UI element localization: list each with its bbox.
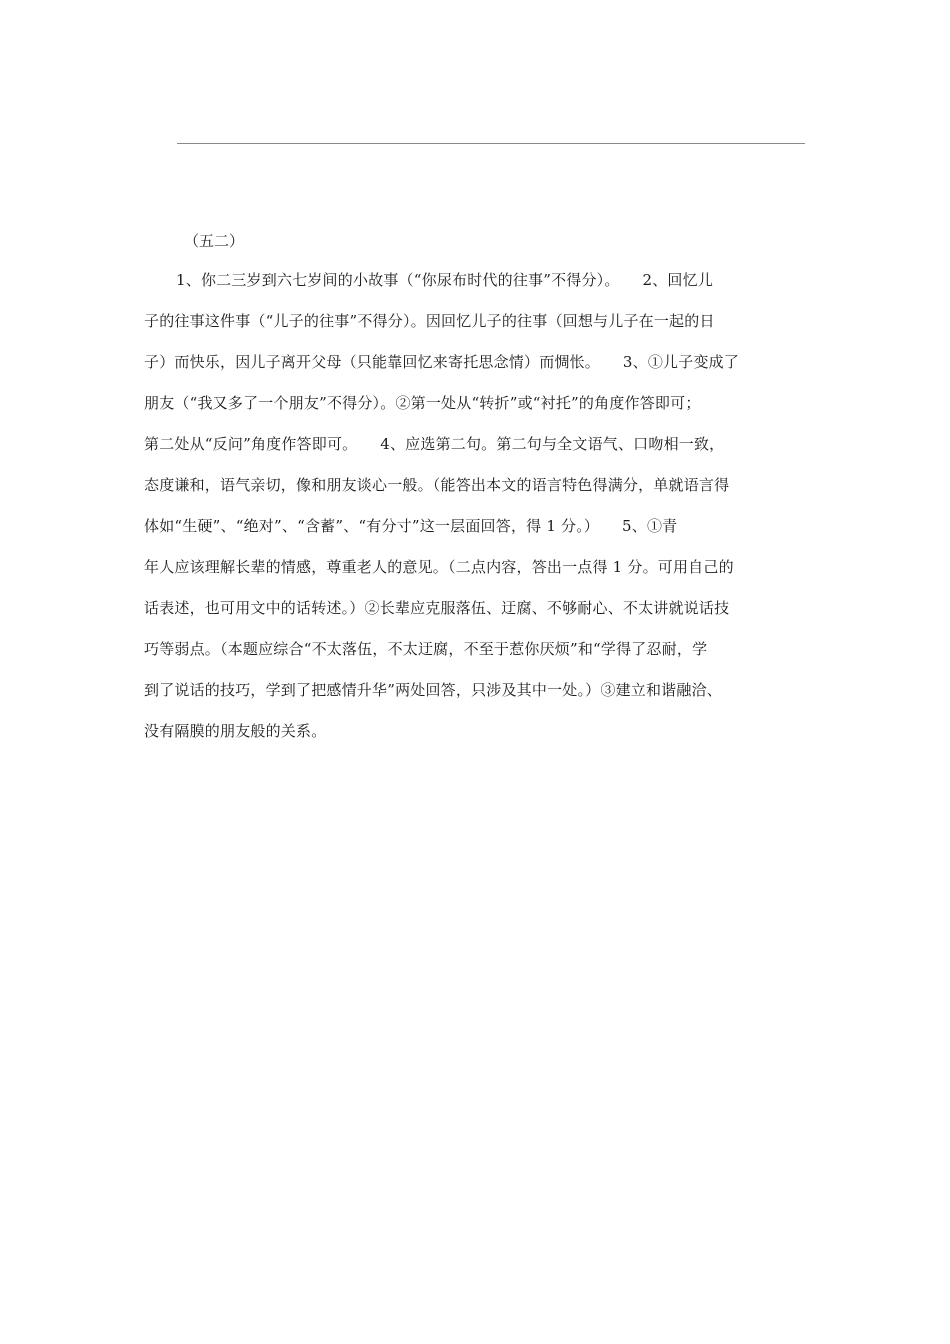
- header-rule: [177, 143, 805, 144]
- text-line: 话表述，也可用文中的话转述。）②长辈应克服落伍、迂腐、不够耐心、不太讲就说话技: [144, 599, 730, 617]
- text-line: 态度谦和，语气亲切，像和朋友谈心一般。（能答出本文的语言特色得满分，单就语言得: [144, 476, 730, 494]
- section-title: （五二）: [184, 232, 245, 250]
- text-line: 体如“生硬”、“绝对”、“含蓄”、“有分寸”这一层面回答，得 1 分。） 5、①青: [144, 517, 678, 535]
- text-line: 子）而快乐，因儿子离开父母（只能靠回忆来寄托思念情）而惆怅。 3、①儿子变成了: [144, 353, 740, 371]
- text-line: 到了说话的技巧，学到了把感情升华”两处回答，只涉及其中一处。）③建立和谐融洽、: [144, 681, 722, 699]
- text-line: 没有隔膜的朋友般的关系。: [144, 722, 327, 740]
- text-line: 1、你二三岁到六七岁间的小故事（“你尿布时代的往事”不得分）。 2、回忆儿: [176, 271, 714, 289]
- answer-paragraph: [144, 260, 810, 752]
- text-line: 巧等弱点。（本题应综合“不太落伍，不太迂腐，不至于惹你厌烦”和“学得了忍耐，学: [144, 640, 708, 658]
- text-line: 年人应该理解长辈的情感，尊重老人的意见。（二点内容，答出一点得 1 分。可用自己的: [144, 558, 734, 576]
- text-line: 第二处从“反问”角度作答即可。 4、应选第二句。第二句与全文语气、口吻相一致，: [144, 435, 725, 453]
- text-line: 子的往事这件事（“儿子的往事”不得分）。因回忆儿子的往事（回想与儿子在一起的日: [144, 312, 715, 330]
- document-body: [144, 222, 810, 752]
- text-line: 朋友（“我又多了一个朋友”不得分）。②第一处从“转折”或“衬托”的角度作答即可；: [144, 394, 701, 412]
